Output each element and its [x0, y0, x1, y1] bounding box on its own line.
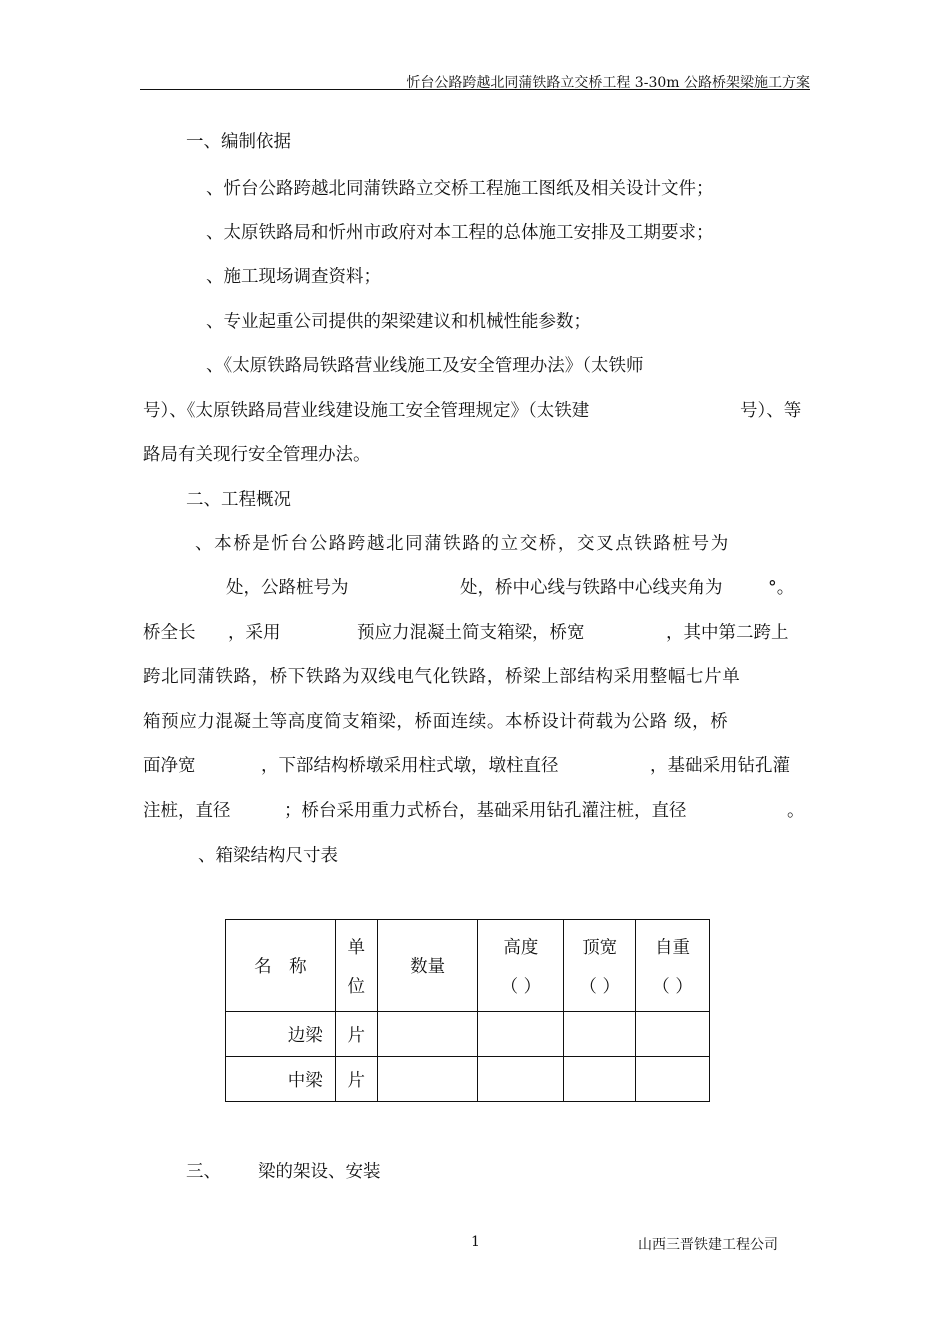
header-weight-bottom: （ ） [652, 976, 693, 997]
header-height-top: 高度 [503, 937, 539, 958]
header-height-bottom: （ ） [500, 976, 542, 997]
header-unit [335, 920, 377, 1012]
header-top-width-bottom: （ ） [579, 976, 620, 997]
section-1-title: 一、编制依据 [186, 132, 291, 152]
table-row [226, 1057, 710, 1102]
row-top-width [564, 1057, 636, 1102]
basis-item-5-line-2b: 号）、等 [740, 401, 802, 421]
overview-line-5: 箱预应力混凝土等高度简支箱梁，桥面连续。本桥设计荷载为公路 级，桥 [143, 712, 729, 732]
overview-line-6a: 面净宽 [143, 756, 196, 776]
header-weight-top: 自重 [655, 937, 691, 958]
overview-line-3d: ，其中第二跨上 [666, 623, 789, 643]
row-name: 边梁 [226, 1012, 336, 1057]
row-unit: 片 [335, 1012, 377, 1057]
page-header-title: 忻台公路跨越北同蒲铁路立交桥工程 3-30m 公路桥架梁施工方案 [406, 75, 810, 91]
overview-line-6c: ，基础采用钻孔灌 [650, 756, 790, 776]
page-number: 1 [471, 1234, 480, 1250]
overview-line-2c: °。 [768, 578, 795, 598]
section-2-title: 二、工程概况 [186, 490, 291, 510]
row-top-width [564, 1012, 636, 1057]
section-3-title-prefix: 三、 [186, 1162, 221, 1182]
section-3-title: 梁的架设、安装 [258, 1162, 381, 1182]
overview-line-7a: 注桩，直径 [143, 801, 231, 821]
header-top-width-top: 顶宽 [582, 937, 618, 958]
overview-line-4: 跨北同蒲铁路，桥下铁路为双线电气化铁路，桥梁上部结构采用整幅七片单 [143, 667, 741, 687]
box-girder-dimension-table [225, 919, 710, 1102]
overview-line-3b: ，采用 [228, 623, 281, 643]
row-name: 中梁 [226, 1057, 336, 1102]
basis-item-4: 、专业起重公司提供的架梁建议和机械性能参数； [206, 312, 591, 332]
table-caption: 、箱梁结构尺寸表 [198, 846, 338, 866]
row-weight [636, 1012, 710, 1057]
basis-item-2: 、太原铁路局和忻州市政府对本工程的总体施工安排及工期要求； [206, 223, 714, 243]
row-height [478, 1057, 564, 1102]
overview-line-7b: ；桥台采用重力式桥台，基础采用钻孔灌注桩，直径 [284, 801, 687, 821]
header-divider [140, 89, 810, 90]
row-unit: 片 [335, 1057, 377, 1102]
row-quantity [377, 1012, 478, 1057]
table-row [226, 1012, 710, 1057]
basis-item-5-line-1: 、《太原铁路局铁路营业线施工及安全管理办法》（太铁师 [206, 356, 644, 376]
basis-item-3: 、施工现场调查资料； [206, 267, 381, 287]
overview-line-2a: 处，公路桩号为 [226, 578, 349, 598]
header-name: 名 称 [226, 920, 336, 1012]
row-height [478, 1012, 564, 1057]
overview-line-3a: 桥全长 [143, 623, 196, 643]
header-top-width [564, 920, 636, 1012]
basis-item-5-line-2a: 号）、《太原铁路局营业线建设施工安全管理规定》（太铁建 [143, 401, 590, 421]
overview-line-2b: 处，桥中心线与铁路中心线夹角为 [460, 578, 723, 598]
overview-line-7c: 。 [787, 801, 805, 821]
overview-line-6b: ，下部结构桥墩采用柱式墩，墩柱直径 [261, 756, 559, 776]
basis-item-5-line-3: 路局有关现行安全管理办法。 [143, 445, 371, 465]
basis-item-1: 、忻台公路跨越北同蒲铁路立交桥工程施工图纸及相关设计文件； [206, 179, 714, 199]
row-quantity [377, 1057, 478, 1102]
header-weight [636, 920, 710, 1012]
row-weight [636, 1057, 710, 1102]
table-header-row [226, 920, 710, 1012]
overview-line-1: 、本桥是忻台公路跨越北同蒲铁路的立交桥，交叉点铁路桩号为 [195, 534, 730, 554]
header-quantity: 数量 [377, 920, 478, 1012]
header-height [478, 920, 564, 1012]
header-unit-top: 单 [347, 937, 365, 958]
header-unit-bottom: 位 [347, 976, 365, 997]
footer-company: 山西三晋铁建工程公司 [638, 1237, 778, 1253]
overview-line-3c: 预应力混凝土简支箱梁，桥宽 [357, 623, 585, 643]
